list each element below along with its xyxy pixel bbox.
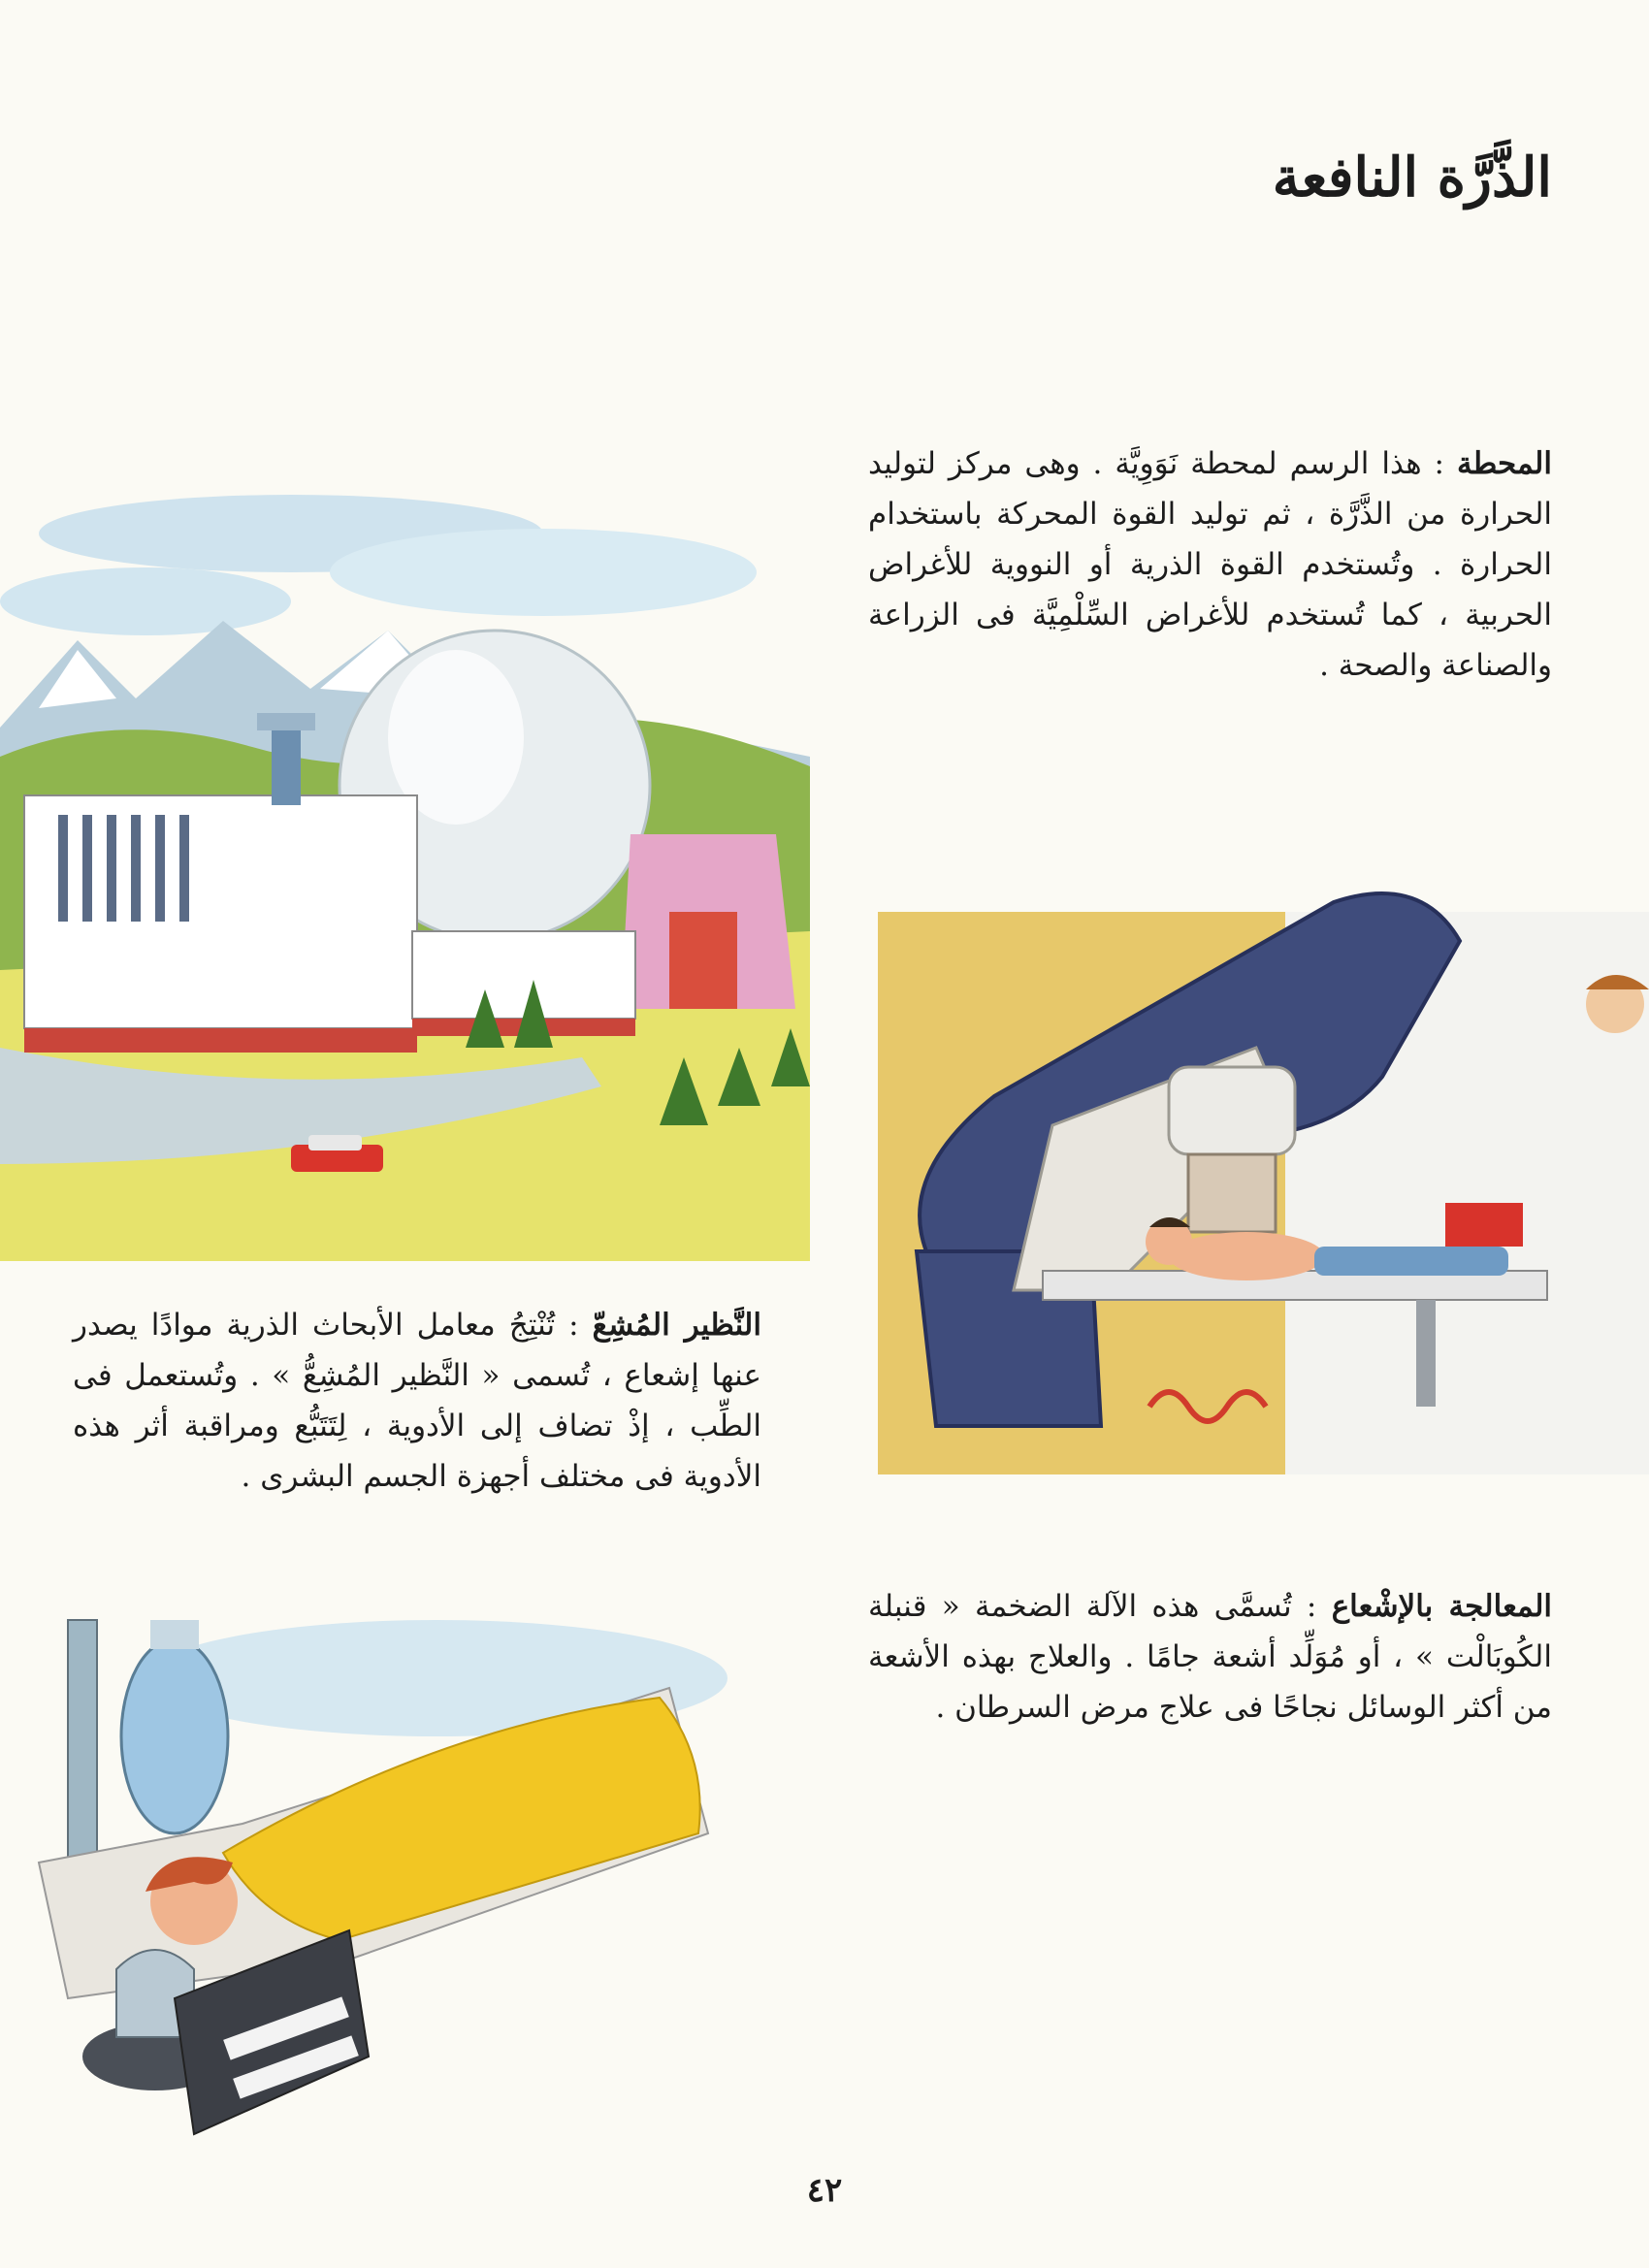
isotope-paragraph [73,1300,761,1502]
station-paragraph [868,438,1552,691]
isotope-term: النَّظير المُشِعّ [592,1308,761,1343]
radiotherapy-paragraph [868,1581,1552,1733]
radiotherapy-text: : تُسمَّى هذه الآلة الضخمة « قنبلة الكُوبَالْت » ، أو مُوَلِّد أشعة جامًا . والعلاج بهذه الأشعة من أكثر الوسائل نجاحًا فى علاج مرض السرطان . [868,1589,1552,1725]
cobalt-therapy-machine-illustration [878,883,1649,1474]
station-text: : هذا الرسم لمحطة نَوَوِيَّة . وهى مركز لتوليد الحرارة من الذَّرَّة ، ثم توليد القوة المحركة باستخدام الحرارة . وتُستخدم القوة الذرية أو النووية للأغراض الحربية ، كما تُستخدم للأغراض السِّلْمِيَّة فى الزراعة والصناعة والصحة . [868,446,1552,683]
station-term: المحطة [1456,446,1552,481]
isotope-text: : تُنْتِجُ معامل الأبحاث الذرية موادًا يصدر عنها إشعاع ، تُسمى « النَّظير المُشِعُّ » . وتُستعمل فى الطِّب ، إذْ تضاف إلى الأدوية ، لِتَتَبُّع ومراقبة أثر هذه الأدوية فى مختلف أجهزة الجسم البشرى . [73,1308,761,1494]
nuclear-power-station-illustration [0,466,810,1261]
isotope-scanner-illustration [29,1610,742,2163]
page-title: الذَّرَّة النافعة [1272,146,1552,210]
radiotherapy-term: المعالجة بالإشْعاع [1331,1589,1553,1624]
page-number: ٤٢ [806,2171,843,2210]
